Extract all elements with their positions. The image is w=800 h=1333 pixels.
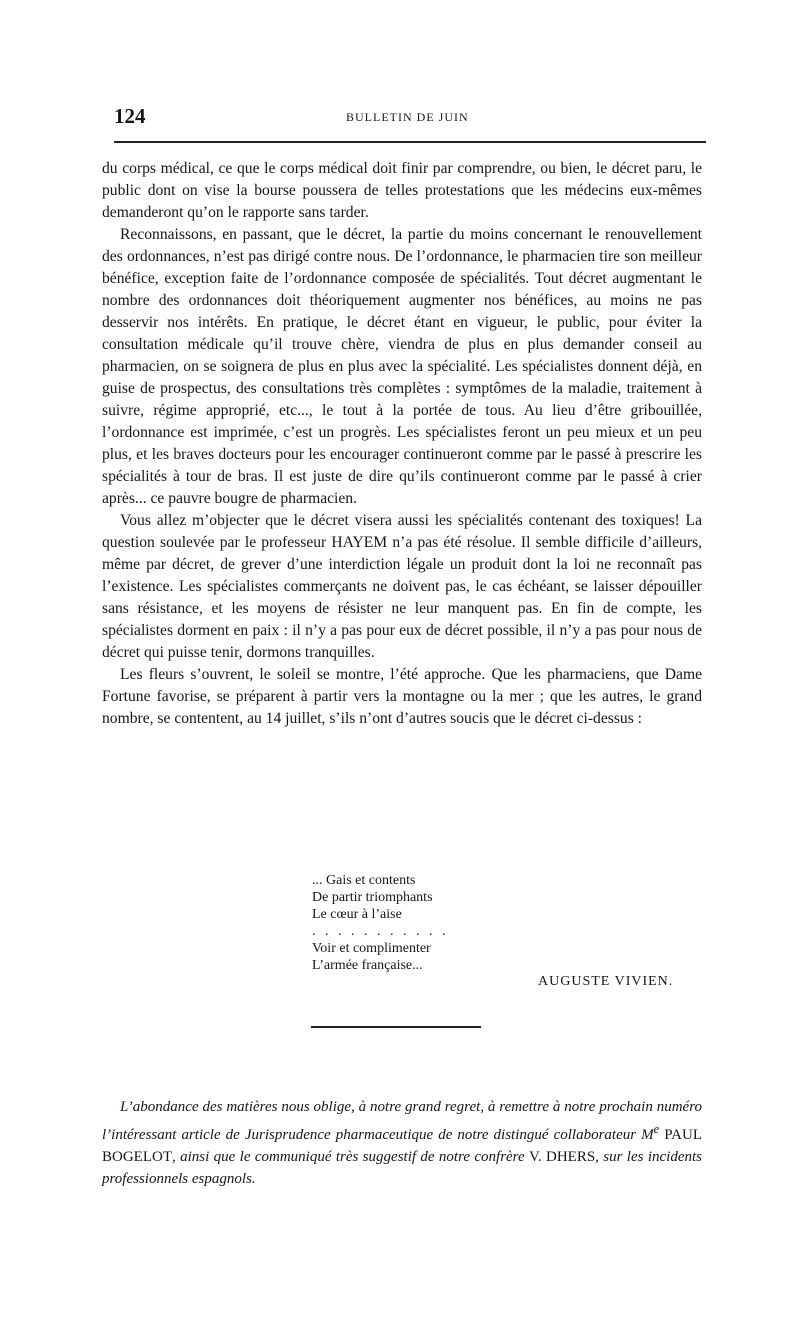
poem-line-1: ... Gais et contents: [312, 873, 416, 888]
editorial-note: [102, 1096, 702, 1190]
page-number: 124: [114, 104, 146, 128]
note-name-bogelot: PAUL BOGELOT: [102, 1127, 702, 1165]
note-superscript: e: [653, 1122, 660, 1136]
poem-line-3: Le cœur à l’aise: [312, 907, 402, 922]
note-text-1: L’abondance des matières nous oblige, à notre grand regret, à remettre à notre prochain numéro l’intéressant article de Jurisprudence pharmaceutique de notre distingué collaborateur M: [102, 1099, 702, 1143]
author-signature: AUGUSTE VIVIEN.: [538, 974, 674, 989]
note-name-dhers: V. DHERS: [528, 1149, 596, 1165]
note-text-3: , sur les incidents professionnels espagnols.: [102, 1149, 702, 1187]
paragraph-1: du corps médical, ce que le corps médical doit finir par comprendre, ou bien, le décret paru, le public dont on vise la bourse poussera de telles protestations que les médecins eux-mêmes demanderont qu’on le rapporte sans tarder.: [102, 160, 702, 221]
header-rule: [114, 141, 706, 143]
paragraph-4: Les fleurs s’ouvrent, le soleil se montre, l’été approche. Que les pharmaciens, que Dame Fortune favorise, se préparent à partir vers la montagne ou la mer ; que les autres, le grand nombre, se contentent, au 14 juillet, s’ils n’ont d’autres soucis que le décret ci-dessus :: [102, 666, 702, 727]
poem-line-2: De partir triomphants: [312, 890, 433, 905]
paragraph-2: Reconnaissons, en passant, que le décret, la partie du moins concernant le renouvellement des ordonnances, n’est pas dirigé contre nous. De l’ordonnance, le pharmacien tire son meilleur bénéfice, exception faite de l’ordonnance composée de spécialités. Tout décret augmentant le nombre des ordonnances doit théoriquement augmenter nos bénéfices, au moins ne pas desservir nos intérêts. En pratique, le décret étant en vigueur, le public, pour éviter la consultation médicale qu’il trouve chère, viendra de plus en plus demander conseil au pharmacien, on se soignera de plus en plus avec la spécialité. Les spécialistes donnent déjà, en guise de prospectus, des consultations très complètes : symptômes de la maladie, traitement à suivre, régime approprié, etc..., le tout à la portée de tous. Au lieu d’être gribouillée, l’ordonnance est imprimée, c’est un progrès. Les spécialistes feront un peu mieux et un peu plus, et les braves docteurs pour les encourager continueront comme par le passé à prescrire les spécialités à tour de bras. Il est juste de dire qu’ils continueront comme par le passé à crier après... ce pauvre bougre de pharmacien.: [102, 226, 702, 507]
article-body: [102, 158, 702, 730]
section-divider: [311, 1026, 481, 1028]
note-text-2: , ainsi que le communiqué très suggestif de notre confrère: [172, 1149, 529, 1165]
poem-line-4: Voir et complimenter: [312, 941, 431, 956]
poem-line-5: L’armée française...: [312, 958, 423, 973]
paragraph-3: Vous allez m’objecter que le décret visera aussi les spécialités contenant des toxiques! La question soulevée par le professeur HAYEM n’a pas été résolue. Il semble difficile d’ailleurs, même par décret, de grever d’une interdiction légale un produit dont la loi ne reconnaît pas l’existence. Les spécialistes commerçants ne doivent pas, le cas échéant, se laisser dépouiller sans résistance, et les moyens de résister ne leur manquent pas. En fin de compte, les spécialistes dorment en paix : il n’y a pas pour eux de décret possible, il n’y a pas pour nous de décret qui puisse tenir, dormons tranquilles.: [102, 512, 702, 661]
poem-excerpt: [312, 872, 449, 974]
poem-ellipsis: . . . . . . . . . . .: [312, 924, 449, 939]
page-header: [114, 104, 706, 134]
running-title: BULLETIN DE JUIN: [346, 110, 469, 124]
